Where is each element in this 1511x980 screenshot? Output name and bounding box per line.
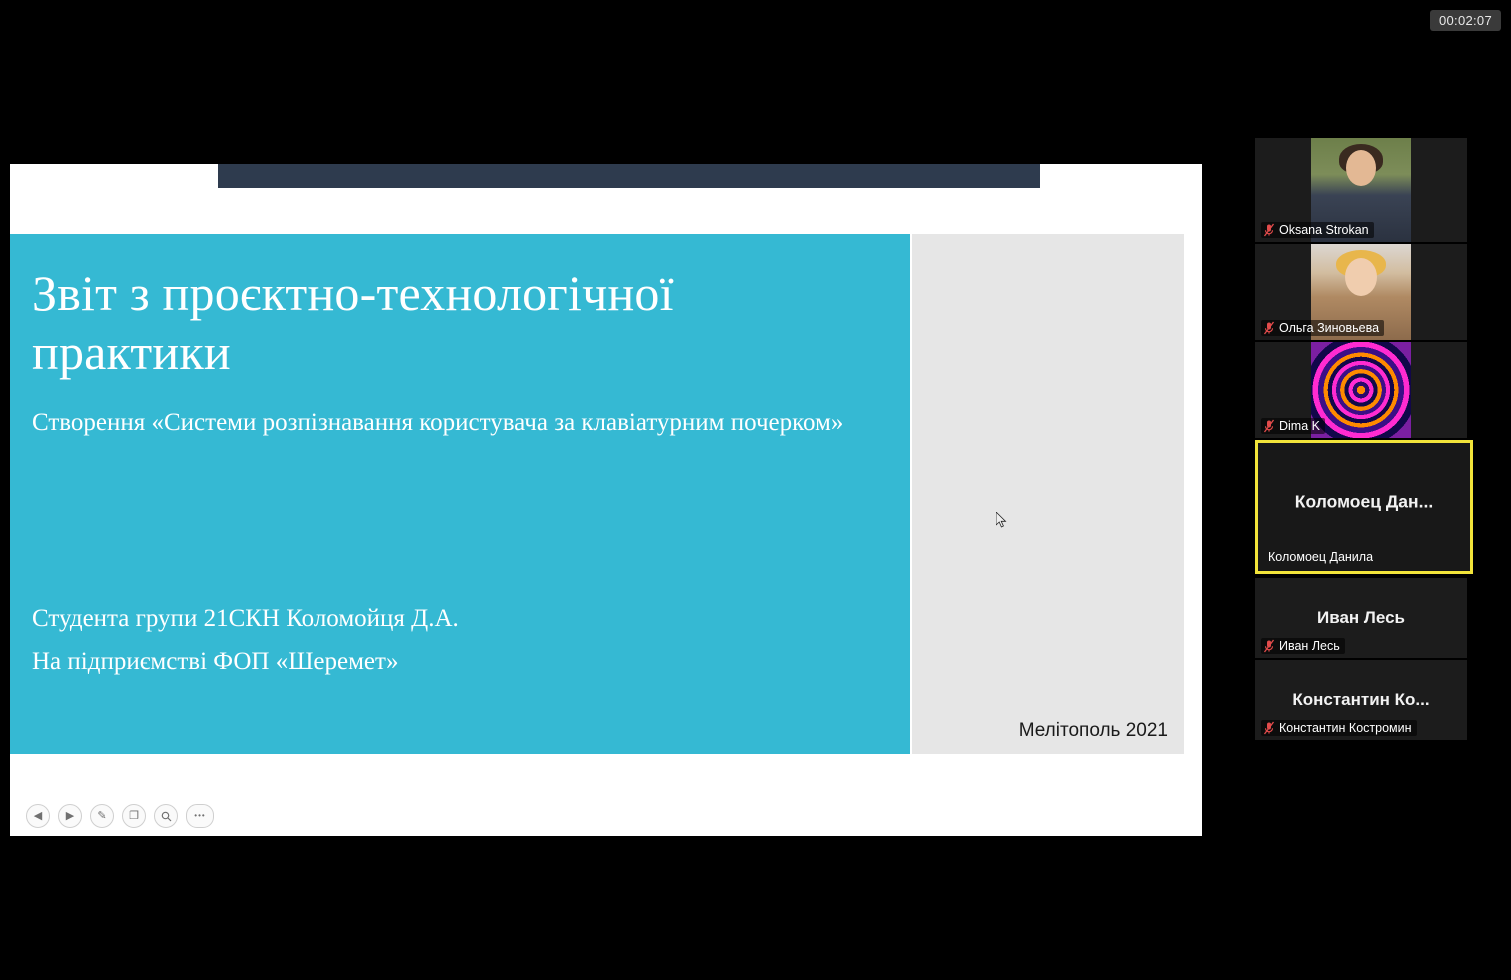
participant-tile-oksana-strokan[interactable] <box>1255 138 1467 242</box>
participant-name: Константин Костромин <box>1279 721 1412 735</box>
participant-namebar-oksana-strokan <box>1261 222 1374 238</box>
microphone-muted-icon <box>1263 639 1275 653</box>
participant-name: Dima K <box>1279 419 1320 433</box>
participant-namebar-kolomoets-danila <box>1266 549 1378 565</box>
copy-icon[interactable]: ❐ <box>122 804 146 828</box>
slide-city-year: Мелітополь 2021 <box>1018 720 1168 741</box>
shared-slide-view[interactable] <box>10 164 1202 836</box>
participant-tile-ivan-les[interactable] <box>1255 578 1467 658</box>
slide-subtitle: Створення «Системи розпізнавання користувача за клавіатурним почерком» <box>32 409 844 436</box>
participant-namebar-konstantin-kostromin <box>1261 720 1417 736</box>
slide-footer-line-1: Студента групи 21СКН Коломойця Д.А. <box>32 604 459 632</box>
slide-title: Звіт з проєктно-технологічної практики <box>32 265 674 380</box>
participant-namebar-ivan-les <box>1261 638 1345 654</box>
participant-strip <box>1255 138 1467 742</box>
participant-initials: Коломоец Дан... <box>1294 491 1434 512</box>
slide-side-panel <box>912 234 1184 754</box>
microphone-muted-icon <box>1263 419 1275 433</box>
more-options-icon[interactable]: ••• <box>186 804 214 828</box>
face-shape <box>1346 150 1376 186</box>
participant-tile-dima-k[interactable] <box>1255 342 1467 438</box>
participant-name: Oksana Strokan <box>1279 223 1369 237</box>
microphone-muted-icon <box>1263 721 1275 735</box>
microphone-muted-icon <box>1263 223 1275 237</box>
microphone-muted-icon <box>1263 321 1275 335</box>
participant-tile-kolomoets-danila[interactable] <box>1255 440 1473 574</box>
participant-tile-konstantin-kostromin[interactable] <box>1255 660 1467 740</box>
face-shape <box>1345 258 1377 296</box>
slide-footer-line-2: На підприємстві ФОП «Шеремет» <box>32 648 399 676</box>
participant-namebar-olga-zinovyeva <box>1261 320 1384 336</box>
participant-name: Иван Лесь <box>1279 639 1340 653</box>
participant-initials: Иван Лесь <box>1317 608 1405 627</box>
previous-slide-button[interactable]: ◀ <box>26 804 50 828</box>
annotate-pen-icon[interactable]: ✎ <box>90 804 114 828</box>
participant-video-dima-k <box>1311 342 1411 438</box>
participant-name: Ольга Зиновьева <box>1279 321 1380 335</box>
next-slide-button[interactable]: ▶ <box>58 804 82 828</box>
viewer-toolbar <box>26 804 214 828</box>
slide-content-panel <box>10 234 910 754</box>
participant-namebar-dima-k <box>1261 418 1325 434</box>
participant-initials: Константин Ко... <box>1292 690 1430 709</box>
slide-footer <box>32 597 459 685</box>
meeting-timer: 00:02:07 <box>1430 10 1501 31</box>
slide-decoration-bar <box>218 164 1040 188</box>
participant-name: Коломоец Данила <box>1268 550 1374 564</box>
participant-tile-olga-zinovyeva[interactable] <box>1255 244 1467 340</box>
zoom-icon[interactable] <box>154 804 178 828</box>
